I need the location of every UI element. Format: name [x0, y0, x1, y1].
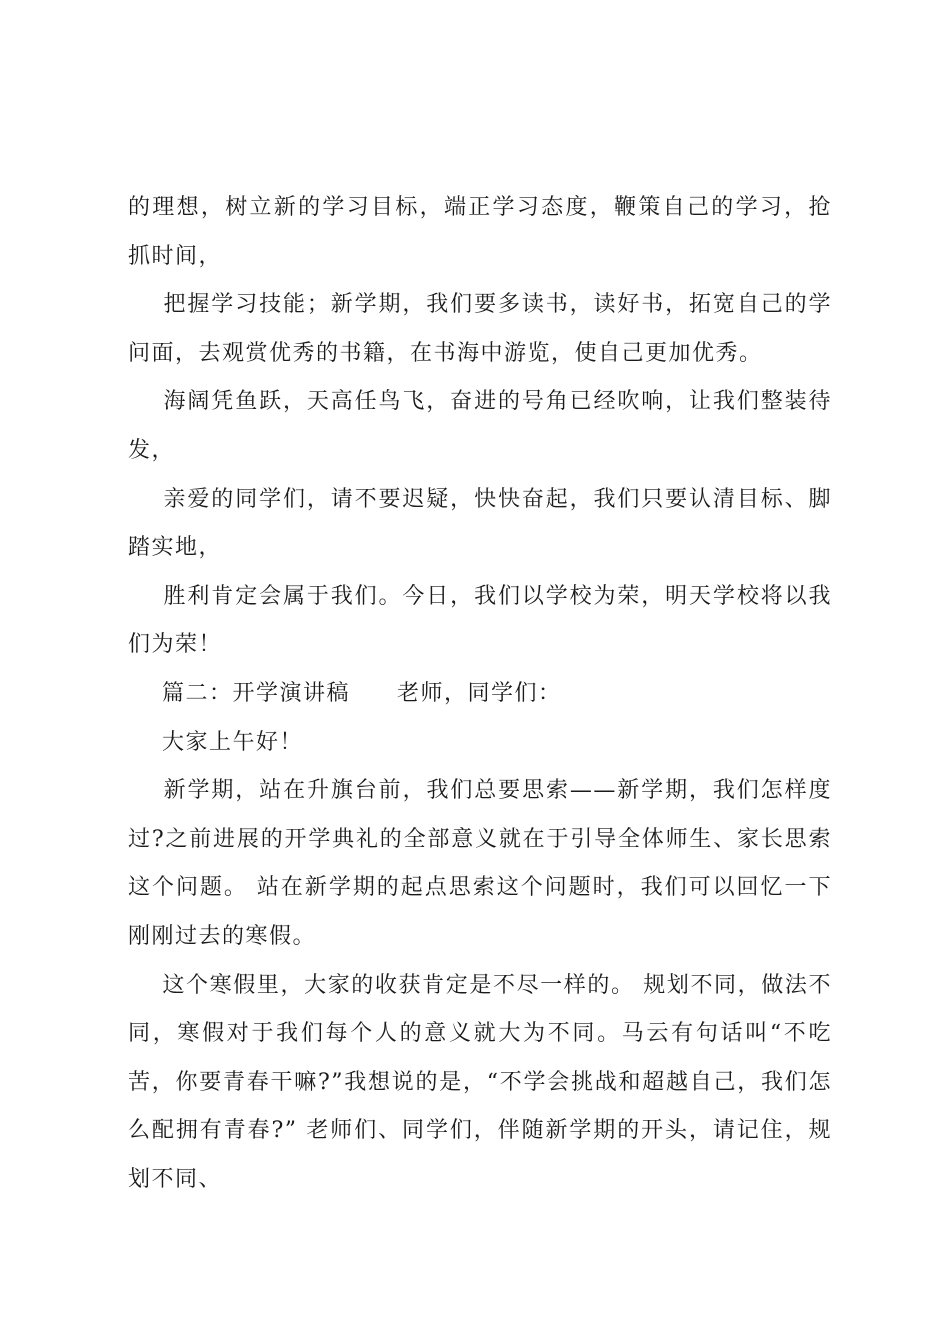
greeting: 大家上午好！	[128, 729, 303, 755]
paragraph: 新学期，站在升旗台前，我们总要思索——新学期，我们怎样度过?之前进展的开学典礼的全部意义就在于引导全体师生、家长思索这个问题。 站在新学期的起点思索这个问题时，我们可以回忆一下刚刚过去的寒假。	[128, 778, 832, 949]
paragraph: 的理想，树立新的学习目标，端正学习态度，鞭策自己的学习，抢抓时间，	[128, 195, 832, 269]
paragraph: 胜利肯定会属于我们。今日，我们以学校为荣，明天学校将以我们为荣！	[128, 583, 832, 658]
paragraph: 把握学习技能；新学期，我们要多读书，读好书，拓宽自己的学问面，去观赏优秀的书籍，在书海中游览，使自己更加优秀。	[128, 292, 832, 366]
section-heading: 篇二：开学演讲稿 老师，同学们：	[128, 680, 562, 706]
paragraph: 亲爱的同学们，请不要迟疑，快快奋起，我们只要认清目标、脚踏实地，	[128, 486, 832, 561]
document-body	[128, 184, 832, 1204]
paragraph: 海阔凭鱼跃，天高任鸟飞，奋进的号角已经吹响，让我们整装待发，	[128, 389, 832, 463]
paragraph: 这个寒假里，大家的收获肯定是不尽一样的。 规划不同，做法不同，寒假对于我们每个人的意义就大为不同。马云有句话叫“不吃苦，你要青春干嘛?”我想说的是，“不学会挑战和超越自己，我们怎么配拥有青春?” 老师们、同学们，伴随新学期的开头，请记住，规划不同、	[128, 972, 832, 1192]
